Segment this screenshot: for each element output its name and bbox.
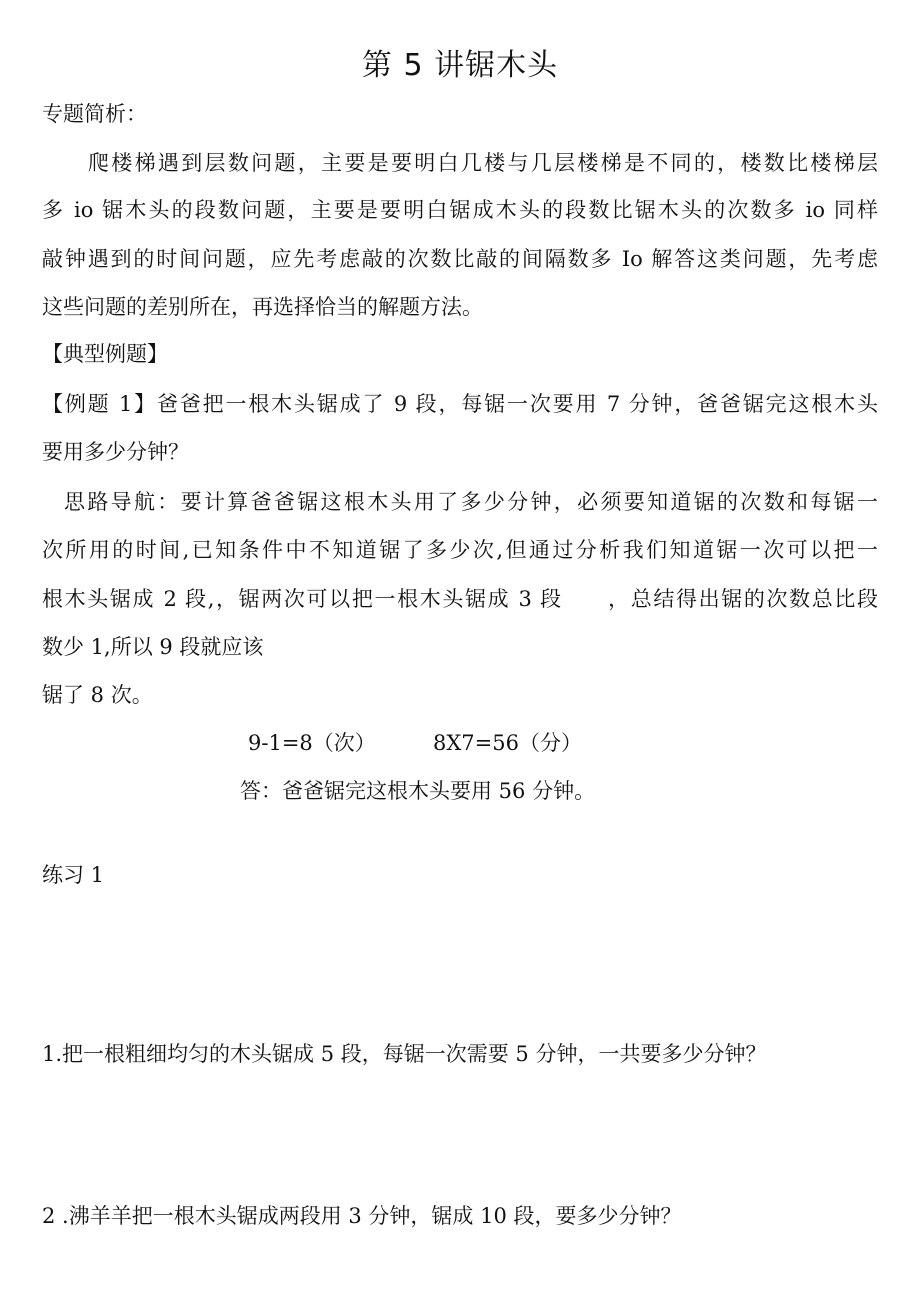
intro-line: 爬楼梯遇到层数问题，主要是要明白几楼与几层楼梯是不同的，楼数比楼梯层 bbox=[88, 151, 878, 175]
thinking-line: 次所用的时间,已知条件中不知道锯了多少次,但通过分析我们知道锯一次可以把一 bbox=[42, 538, 878, 562]
answer: 答：爸爸锯完这根木头要用 56 分钟。 bbox=[240, 779, 596, 803]
thinking-line: 锯了 8 次。 bbox=[42, 683, 153, 707]
intro-heading: 专题简析： bbox=[42, 102, 147, 126]
practice-question: 2 .沸羊羊把一根木头锯成两段用 3 分钟，锯成 10 段，要多少分钟？ bbox=[42, 1204, 682, 1228]
example-question-line: 【例题 1】爸爸把一根木头锯成了 9 段，每锯一次要用 7 分钟，爸爸锯完这根木头 bbox=[42, 392, 878, 416]
thinking-line: 数少 1,所以 9 段就应该 bbox=[42, 635, 264, 659]
formula: 9-1=8（次） bbox=[248, 731, 376, 755]
formula: 8X7=56（分） bbox=[433, 731, 582, 755]
intro-line: 多 io 锯木头的段数问题，主要是要明白锯成木头的段数比锯木头的次数多 io 同样 bbox=[42, 198, 878, 222]
section-heading: 【典型例题】 bbox=[42, 342, 168, 366]
practice-question: 1.把一根粗细均匀的木头锯成 5 段，每锯一次需要 5 分钟，一共要多少分钟？ bbox=[42, 1042, 767, 1066]
practice-heading: 练习 1 bbox=[42, 863, 105, 887]
intro-line: 敲钟遇到的时间问题，应先考虑敲的次数比敲的间隔数多 Io 解答这类问题，先考虑 bbox=[42, 247, 878, 271]
thinking-line: 根木头锯成 2 段,，锯两次可以把一根木头锯成 3 段 ，总结得出锯的次数总比段 bbox=[42, 587, 878, 611]
thinking-line: 思路导航：要计算爸爸锯这根木头用了多少分钟，必须要知道锯的次数和每锯一 bbox=[64, 490, 878, 514]
example-question-line: 要用多少分钟？ bbox=[42, 440, 189, 464]
page-title: 第 5 讲锯木头 bbox=[361, 48, 559, 83]
intro-line: 这些问题的差别所在，再选择恰当的解题方法。 bbox=[42, 295, 483, 319]
